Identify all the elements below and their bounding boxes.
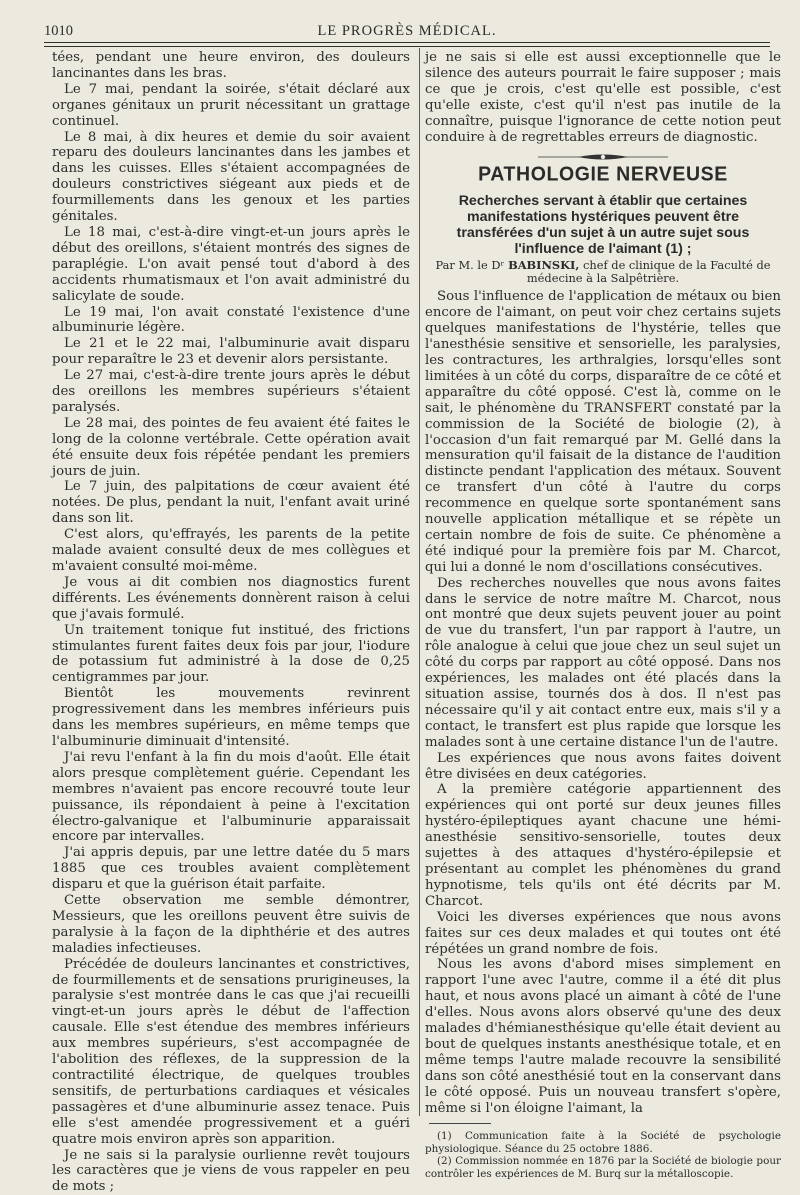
section-title: PATHOLOGIE NERVEUSE bbox=[478, 162, 728, 186]
paragraph: Précédée de douleurs lancinantes et constrictives, de fourmillements et de sensations prurigineuses, la paralysie s'est montrée dans le cas que j'ai recueilli vingt-et-un jours après le début de l'affection causale. Elle s'est étendue des membres inférieurs aux membres supérieurs, s'est accompagnée de l'abolition des réflexes, de la suppression de la contractilité électrique, de quelques troubles sensitifs, de perturbations cardiaques et vésicales passagères et d'une albuminurie assez tenace. Puis elle s'est amendée progressivement et a guéri quatre mois environ après son apparition. bbox=[52, 956, 410, 1147]
paragraph: Sous l'influence de l'application de métaux ou bien encore de l'aimant, on peut voir chez certains sujets quelques manifestations de l'hystérie, telles que l'anesthésie sensitive et sensorielle, les paralysies, les contractures, les arthralgies, lorsqu'elles sont limitées à un côté du corps, disparaître de ce côté et apparaître du côté opposé. C'est là, comme on le sait, le phénomène du TRANSFERT constaté par la commission de la Société de biologie (2), à l'occasion d'un fait remarqué par M. Gellé dans la mensuration qu'il faisait de la distance de l'audition distincte pendant l'application des métaux. Souvent ce transfert d'un côté à l'autre du corps recommence en quelque sorte spontanément sans nouvelle application métallique et se répète un certain nombre de fois de suite. Ce phénomène a été indiqué pour la première fois par M. Charcot, qui lui a donné le nom d'oscillations consécutives. bbox=[425, 289, 781, 575]
paragraph: Les expériences que nous avons faites doivent être divisées en deux catégories. bbox=[425, 750, 781, 782]
paragraph: Je ne sais si la paralysie ourlienne revêt toujours les caractères que je viens de vous rappeler en peu de mots ; bbox=[52, 1147, 410, 1195]
paragraph: Le 7 juin, des palpitations de cœur avaient été notées. De plus, pendant la nuit, l'enfant avait uriné dans son lit. bbox=[52, 479, 410, 527]
author-affiliation: chef de clinique de la Faculté de médecine à la Salpêtrière. bbox=[526, 258, 771, 285]
paragraph: Bientôt les mouvements revinrent progressivement dans les membres inférieurs puis dans les membres supérieurs, en même temps que l'albuminurie diminuait d'intensité. bbox=[52, 686, 410, 749]
paragraph: Un traitement tonique fut institué, des frictions stimulantes furent faites deux fois par jour, l'iodure de potassium fut administré à la dose de 0,25 centigrammes par jour. bbox=[52, 622, 410, 686]
paragraph: Je vous ai dit combien nos diagnostics furent différents. Les événements donnèrent raison à celui que j'avais formulé. bbox=[52, 574, 410, 622]
paragraph: Le 7 mai, pendant la soirée, s'était déclaré aux organes génitaux un prurit nécessitant un grattage continuel. bbox=[52, 81, 410, 129]
section-ornament bbox=[425, 153, 781, 161]
footnote-rule bbox=[429, 1123, 491, 1124]
footnote: (2) Commission nommée en 1876 par la Société de biologie pour contrôler les expériences de M. Burq sur la métalloscopie. bbox=[425, 1155, 781, 1180]
column-divider bbox=[419, 48, 420, 1116]
paragraph: tées, pendant une heure environ, des douleurs lancinantes dans les bras. bbox=[52, 50, 410, 81]
byline bbox=[425, 259, 781, 284]
paragraph: Le 19 mai, l'on avait constaté l'existence d'une albuminurie légère. bbox=[52, 304, 410, 336]
page-number: 1010 bbox=[44, 23, 73, 39]
paragraph: Nous les avons d'abord mises simplement en rapport l'une avec l'autre, comme il a été dit plus haut, et nous avons placé un aimant à côté de l'une d'elles. Nous avons alors observé qu'une des deux malades d'hémianesthésique qu'elle était devient au bout de quelques instants anesthésique totale, et en même temps l'autre malade recouvre la sensibilité dans son côté anesthésié tout en la conservant dans le côté opposé. Puis un nouveau transfert s'opère, même si l'on éloigne l'aimant, la bbox=[425, 957, 781, 1116]
byline-prefix: Par M. le Dʳ bbox=[435, 258, 505, 273]
paragraph: Des recherches nouvelles que nous avons faites dans le service de notre maître M. Charcot, nous ont montré que deux sujets peuvent jouer au point de vue du transfert, l'un par rapport à l'autre, un rôle analogue à celui que joue chez un seul sujet un côté du corps par rapport au côté opposé. Dans nos expériences, les malades ont été placés dans la situation assise, tournés dos à dos. Il n'est pas nécessaire qu'il y ait contact entre eux, mais s'il y a contact, le transfert est plus rapide que lorsque les malades sont à une certaine distance l'un de l'autre. bbox=[425, 575, 781, 750]
paragraph: A la première catégorie appartiennent des expériences qui ont porté sur deux jeunes filles hystéro-épileptiques ayant chacune une hémi-anesthésie sensitivo-sensorielle, toutes deux sujettes à des attaques d'hystéro-épilepsie et présentant au complet les phénomènes du grand hypnotisme, tels qu'ils ont été décrits par M. Charcot. bbox=[425, 782, 781, 909]
paragraph: J'ai appris depuis, par une lettre datée du 5 mars 1885 que ces troubles avaient complètement disparu et que la guérison était parfaite. bbox=[52, 845, 410, 893]
paragraph: Le 27 mai, c'est-à-dire trente jours après le début des oreillons les membres supérieurs s'étaient paralysés. bbox=[52, 368, 410, 415]
paragraph: Cette observation me semble démontrer, Messieurs, que les oreillons peuvent être suivis de paralysie à la façon de la diphthérie et des autres maladies infectieuses. bbox=[52, 893, 410, 956]
running-header bbox=[44, 22, 770, 42]
header-rule-thin bbox=[44, 46, 770, 47]
paragraph: C'est alors, qu'effrayés, les parents de la petite malade avaient consulté deux de mes collègues et m'avaient consulté moi-même. bbox=[52, 527, 410, 574]
paragraph: Le 21 et le 22 mai, l'albuminurie avait disparu pour reparaître le 23 et devenir alors persistante. bbox=[52, 336, 410, 368]
paragraph: Voici les diverses expériences que nous avons faites sur ces deux malades et qui toutes ont été répétées un grand nombre de fois. bbox=[425, 909, 781, 957]
left-column bbox=[52, 50, 410, 1195]
header-rule-thick bbox=[44, 42, 770, 43]
paragraph: Le 18 mai, c'est-à-dire vingt-et-un jours après le début des oreillons, s'étaient montrés des signes de paraplégie. L'on avait pensé tout d'abord à des accidents rhumatismaux et l'on avait administré du salicylate de soude. bbox=[52, 224, 410, 304]
paragraph: Le 28 mai, des pointes de feu avaient été faites le long de la colonne vertébrale. Cette opération avait été ensuite deux fois répétée pendant les premiers jours de juin. bbox=[52, 415, 410, 479]
paragraph: J'ai revu l'enfant à la fin du mois d'août. Elle était alors presque complètement guérie. Cependant les membres n'avaient pas encore recouvré toute leur puissance, ils répondaient à peine à l'excitation électro-galvanique et l'albuminurie apparaissait encore par intervalles. bbox=[52, 749, 410, 845]
journal-title: LE PROGRÈS MÉDICAL. bbox=[317, 23, 497, 39]
right-column bbox=[425, 50, 781, 1180]
footnote: (1) Communication faite à la Société de psychologie physiologique. Séance du 25 octobre 1886. bbox=[425, 1130, 781, 1155]
article-title: Recherches servant à établir que certaines manifestations hystériques peuvent être transférées d'un sujet à un autre sujet sous l'influence de l'aimant (1) ; bbox=[456, 193, 750, 258]
continuation-paragraph: je ne sais si elle est aussi exceptionnelle que le silence des auteurs pourrait le faire supposer ; mais ce que je crois, c'est qu'elle est possible, c'est qu'elle existe, c'est qu'il n'est pas inutile de la connaître, puisque l'ignorance de cette notion peut conduire à de regrettables erreurs de diagnostic. bbox=[425, 50, 781, 145]
paragraph: Le 8 mai, à dix heures et demie du soir avaient reparu des douleurs lancinantes dans les jambes et dans les cuisses. Elles s'étaient accompagnées de douleurs constrictives siégeant aux pieds et de fourmillements dans les genoux et les parties génitales. bbox=[52, 129, 410, 225]
author-name: BABINSKI, bbox=[508, 258, 580, 273]
